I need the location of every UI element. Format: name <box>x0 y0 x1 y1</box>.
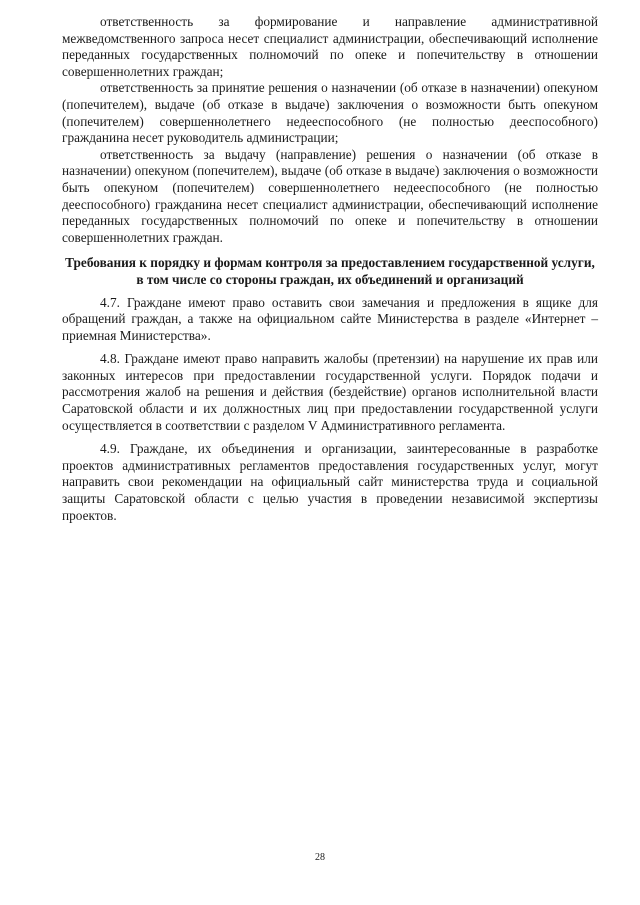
page-number: 28 <box>315 852 325 863</box>
paragraph-4-7: 4.7. Граждане имеют право оставить свои замечания и предложения в ящике для обращений граждан, а также на официальном сайте Министерства в разделе «Интернет – приемная Министерства». <box>62 294 598 343</box>
paragraph-responsibility-decision: ответственность за принятие решения о назначении (об отказе в назначении) опекуном (попечителем), выдаче (об отказе в выдаче) заключения о возможности быть опекуном (попечителем) совершеннолетнего недееспособного (не полностью дееспособного) гражданина несет руководитель администрации; <box>62 80 598 146</box>
section-heading: Требования к порядку и формам контроля за предоставлением государственной услуги, в том числе со стороны граждан, их объединений и организаций <box>65 255 595 287</box>
paragraph-responsibility-interagency-request: ответственность за формирование и направление административной межведомственного запроса несет специалист администрации, обеспечивающий исполнение переданных государственных полномочий по опеке и попечительству в отношении совершеннолетних граждан; <box>62 14 598 79</box>
paragraph-responsibility-issuance: ответственность за выдачу (направление) решения о назначении (об отказе в назначении) опекуном (попечителем), выдаче (об отказе в выдаче) заключения о возможности быть опекуном (попечителем) совершеннолетнего недееспособного (не полностью дееспособного) гражданина несет специалист администрации, обеспечивающий исполнение переданных государственных полномочий по опеке и попечительству в отношении совершеннолетних граждан. <box>62 146 598 245</box>
document-body <box>62 14 598 524</box>
paragraph-4-8: 4.8. Граждане имеют право направить жалобы (претензии) на нарушение их прав или законных интересов при предоставлении государственной услуги. Порядок подачи и рассмотрения жалоб на решения и действия (бездействие) органов исполнительной власти Саратовской области и их должностных лиц при предоставлении государственной услуги осуществляется в соответствии с разделом V Административного регламента. <box>62 351 598 433</box>
paragraph-4-9: 4.9. Граждане, их объединения и организации, заинтересованные в разработке проектов административных регламентов предоставления государственных услуг, могут направить свои рекомендации на официальный сайт министерства труда и социальной защиты Саратовской области с целью участия в проведении независимой экспертизы проектов. <box>62 441 598 523</box>
